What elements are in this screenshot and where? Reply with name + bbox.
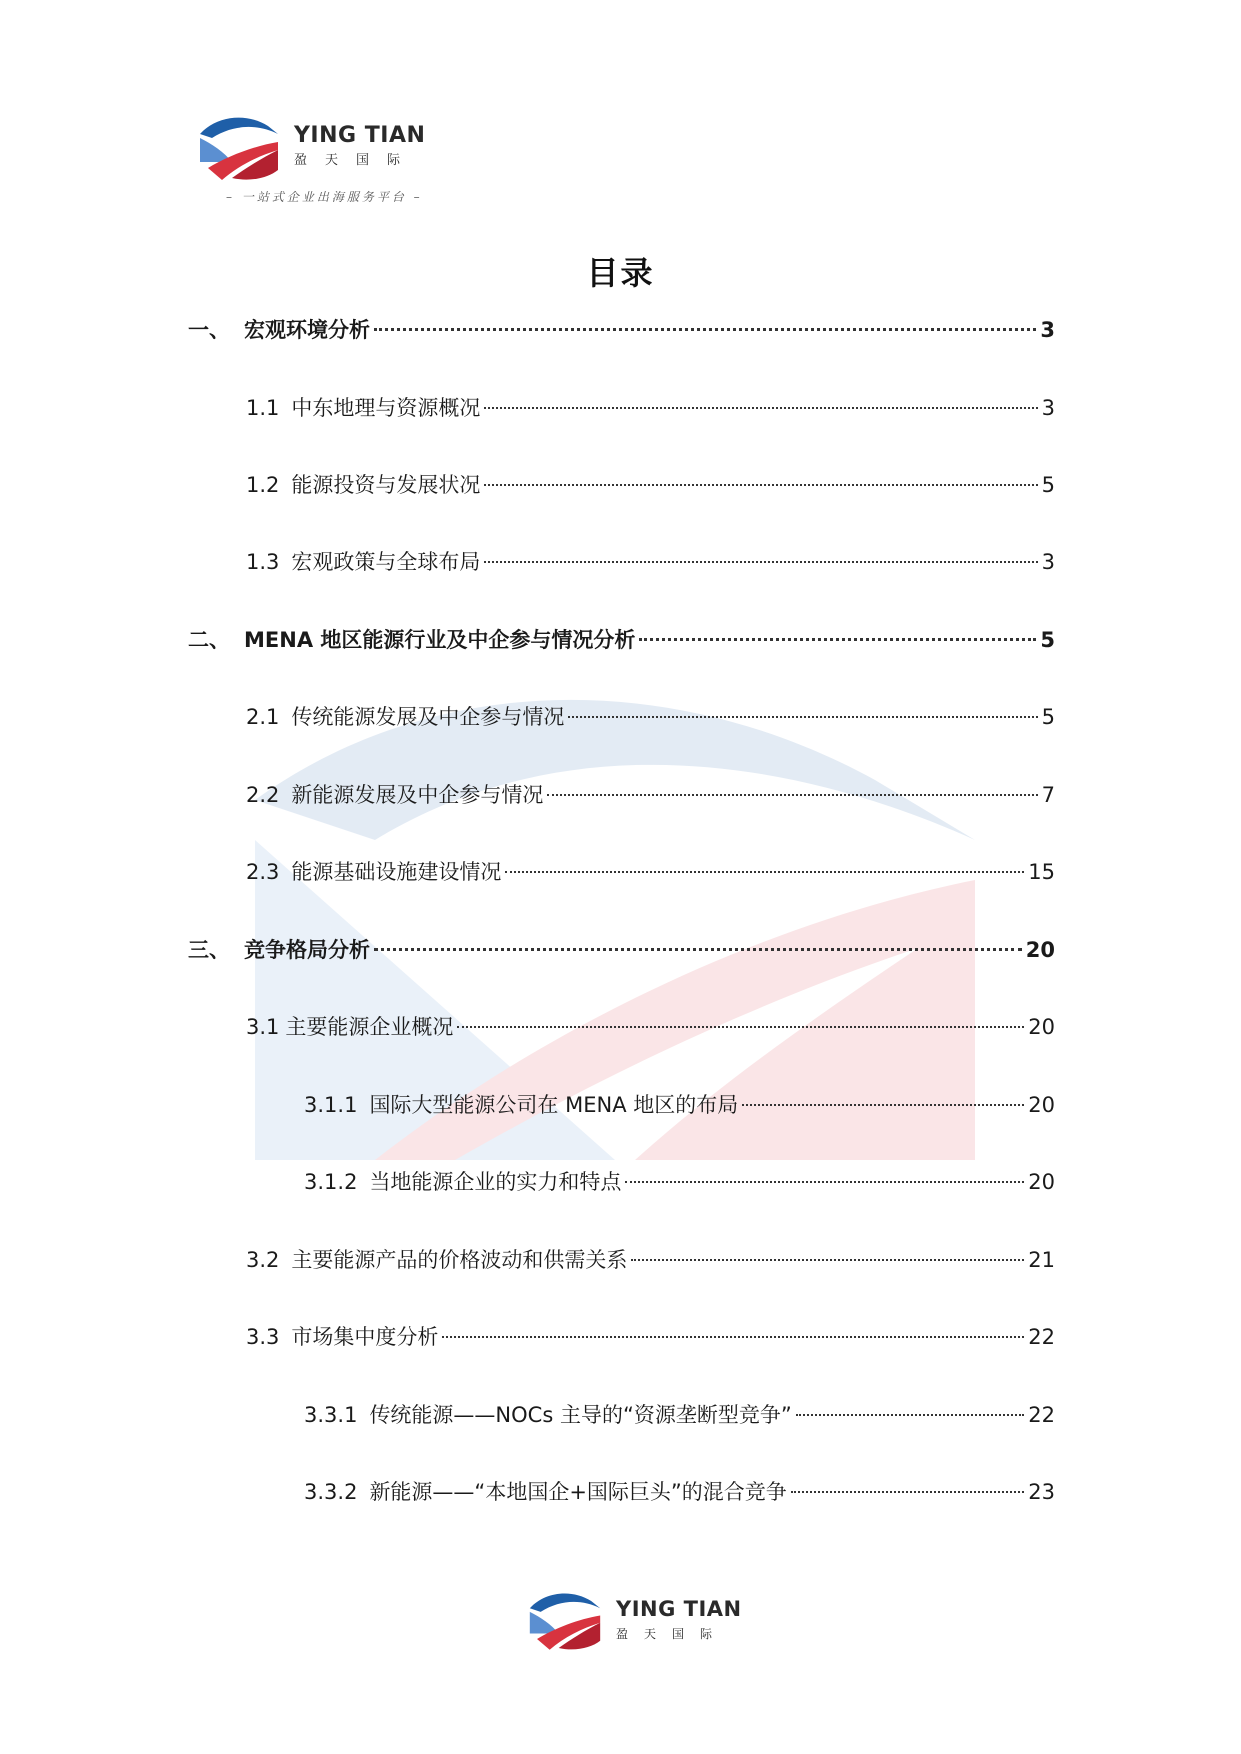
toc-entry-page: 20: [1025, 938, 1055, 962]
toc-entry-page: 5: [1040, 628, 1055, 652]
brand-name-en: YING TIAN: [294, 123, 426, 148]
toc-entry-page: 21: [1028, 1248, 1055, 1272]
toc-entry-number: 一、: [188, 318, 230, 342]
toc-entry-level-2[interactable]: [246, 393, 1055, 423]
toc-entry-title: MENA 地区能源行业及中企参与情况分析: [244, 628, 636, 652]
toc-entry-page: 20: [1028, 1093, 1055, 1117]
toc-entry-level-1[interactable]: [188, 935, 1055, 965]
toc-dot-leader: [484, 407, 1037, 409]
toc-entry-level-2[interactable]: [246, 547, 1055, 577]
toc-entry-number: 1.3: [246, 550, 280, 574]
toc-entry-level-3[interactable]: [304, 1090, 1055, 1120]
toc-entry-level-2[interactable]: [246, 1322, 1055, 1352]
toc-entry-number: 二、: [188, 628, 230, 652]
toc-entry-page: 22: [1028, 1403, 1055, 1427]
toc-dot-leader: [374, 948, 1022, 951]
toc-entry-number: 三、: [188, 938, 230, 962]
toc-entry-level-1[interactable]: [188, 625, 1055, 655]
toc-entry-page: 23: [1028, 1480, 1055, 1504]
toc-entry-page: 15: [1028, 860, 1055, 884]
toc-entry-page: 20: [1028, 1170, 1055, 1194]
toc-entry-title: 国际大型能源公司在 MENA 地区的布局: [369, 1093, 739, 1117]
toc-entry-page: 5: [1041, 473, 1055, 497]
brand-name-cn: 盈天国际: [294, 153, 419, 168]
toc-entry-number: 1.1: [246, 396, 280, 420]
toc-dot-leader: [505, 871, 1024, 873]
toc-entry-number: 3.3.2: [304, 1480, 358, 1504]
toc-entry-title: 能源投资与发展状况: [291, 473, 481, 497]
footer-brand-name-en: YING TIAN: [616, 1597, 742, 1621]
toc-entry-number: 2.2: [246, 783, 280, 807]
toc-entry-page: 22: [1028, 1325, 1055, 1349]
toc-entry-page: 5: [1041, 705, 1055, 729]
toc-entry-level-2[interactable]: [246, 1245, 1055, 1275]
toc-entry-title: 竞争格局分析: [244, 938, 370, 962]
toc-dot-leader: [484, 561, 1037, 563]
toc-entry-title: 主要能源企业概况: [285, 1015, 454, 1039]
toc-dot-leader: [742, 1104, 1024, 1106]
footer-logo: [528, 1588, 768, 1668]
toc-entry-number: 3.3.1: [304, 1403, 358, 1427]
toc-dot-leader: [639, 638, 1036, 641]
toc-dot-leader: [374, 328, 1036, 331]
toc-entry-level-2[interactable]: [246, 857, 1055, 887]
toc-dot-leader: [568, 716, 1037, 718]
toc-entry-page: 3: [1041, 396, 1055, 420]
toc-dot-leader: [484, 484, 1037, 486]
toc-entry-number: 3.1.2: [304, 1170, 358, 1194]
brand-slogan: – 一站式企业出海服务平台 –: [226, 190, 423, 204]
toc-entry-title: 传统能源——NOCs 主导的“资源垄断型竞争”: [369, 1403, 792, 1427]
toc-dot-leader: [625, 1181, 1024, 1183]
toc-entry-level-3[interactable]: [304, 1167, 1055, 1197]
toc-entry-title: 主要能源产品的价格波动和供需关系: [291, 1248, 628, 1272]
toc-entry-number: 2.1: [246, 705, 280, 729]
ying-tian-footer-logo-icon: [528, 1588, 602, 1652]
toc-dot-leader: [547, 794, 1037, 796]
toc-dot-leader: [442, 1336, 1024, 1338]
toc-entry-number: 3.1: [246, 1015, 280, 1039]
toc-entry-title: 能源基础设施建设情况: [291, 860, 502, 884]
toc-entry-level-2[interactable]: [246, 780, 1055, 810]
toc-dot-leader: [791, 1491, 1024, 1493]
toc-entry-number: 3.1.1: [304, 1093, 358, 1117]
toc-entry-level-2[interactable]: [246, 1012, 1055, 1042]
toc-entry-page: 3: [1040, 318, 1055, 342]
toc-entry-page: 7: [1041, 783, 1055, 807]
toc-entry-title: 传统能源发展及中企参与情况: [291, 705, 565, 729]
toc-entry-level-2[interactable]: [246, 470, 1055, 500]
toc-entry-title: 新能源发展及中企参与情况: [291, 783, 544, 807]
toc-entry-number: 2.3: [246, 860, 280, 884]
toc-entry-level-1[interactable]: [188, 315, 1055, 345]
toc-dot-leader: [796, 1414, 1025, 1416]
toc-entry-title: 中东地理与资源概况: [291, 396, 481, 420]
toc-entry-number: 1.2: [246, 473, 280, 497]
toc-entry-level-3[interactable]: [304, 1477, 1055, 1507]
footer-brand-name-cn: 盈天国际: [616, 1627, 729, 1641]
toc-entry-title: 当地能源企业的实力和特点: [369, 1170, 622, 1194]
toc-entry-title: 新能源——“本地国企+国际巨头”的混合竞争: [369, 1480, 787, 1504]
toc-dot-leader: [457, 1026, 1024, 1028]
toc-entry-page: 20: [1028, 1015, 1055, 1039]
toc-entry-number: 3.3: [246, 1325, 280, 1349]
toc-entry-title: 宏观政策与全球布局: [291, 550, 481, 574]
toc-entry-title: 市场集中度分析: [291, 1325, 439, 1349]
toc-entry-level-2[interactable]: [246, 702, 1055, 732]
toc-entry-page: 3: [1041, 550, 1055, 574]
toc-entry-title: 宏观环境分析: [244, 318, 370, 342]
page-title: 目录: [586, 254, 655, 292]
toc-dot-leader: [631, 1259, 1024, 1261]
toc-entry-number: 3.2: [246, 1248, 280, 1272]
toc-entry-level-3[interactable]: [304, 1400, 1055, 1430]
